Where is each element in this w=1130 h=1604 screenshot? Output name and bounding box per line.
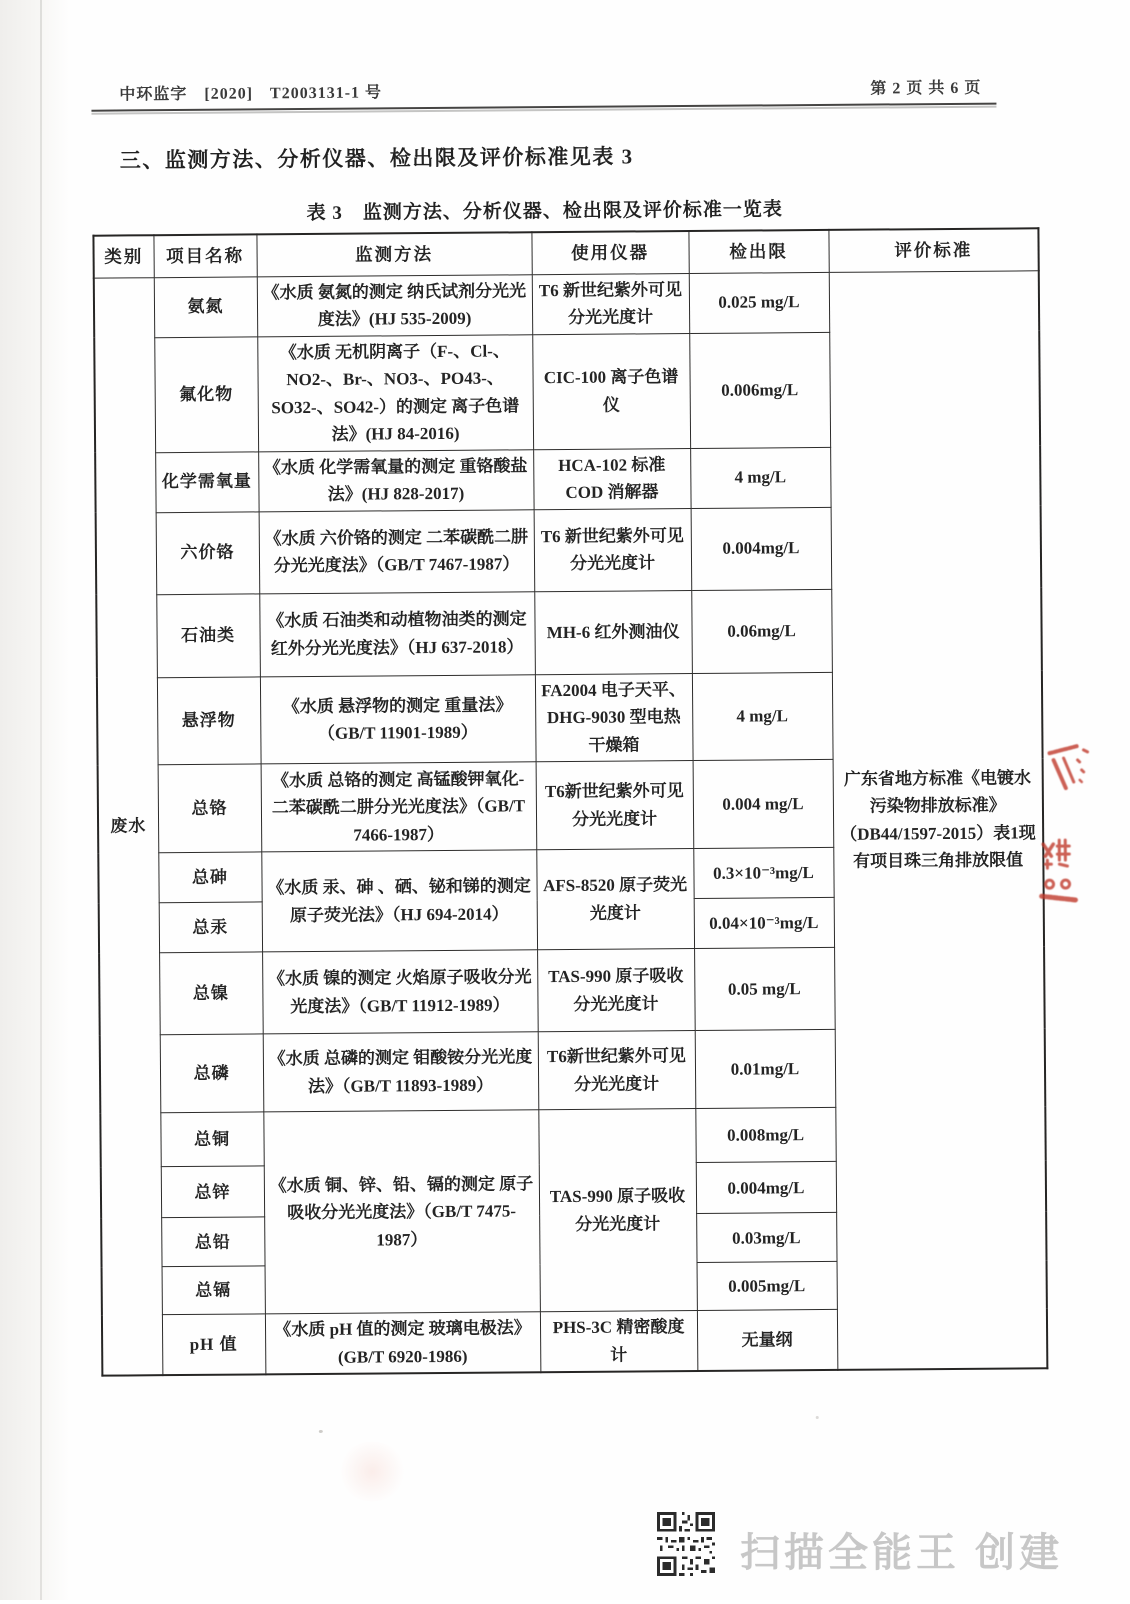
table-row — [94, 270, 1039, 337]
instrument-cell: FA2004 电子天平、DHG-9030 型电热干燥箱 — [535, 673, 693, 762]
item-cell: 石油类 — [156, 594, 260, 678]
section-heading: 三、监测方法、分析仪器、检出限及评价标准见表 3 — [119, 144, 634, 173]
item-cell: 总铜 — [160, 1112, 263, 1167]
page-indicator: 第 2 页 共 6 页 — [870, 79, 982, 98]
limit-cell: 4 mg/L — [690, 447, 830, 508]
category-cell: 废水 — [94, 277, 163, 1376]
item-cell: 总锌 — [161, 1166, 264, 1218]
item-cell: 悬浮物 — [157, 677, 261, 765]
scanner-watermark: 扫描全能王 创建 — [740, 1531, 1064, 1575]
limit-cell: 0.008mg/L — [695, 1108, 835, 1163]
method-cell: 《水质 pH 值的测定 玻璃电极法》(GB/T 6920-1986) — [265, 1312, 540, 1375]
instrument-cell: CIC-100 离子色谱仪 — [532, 333, 690, 449]
limit-cell: 0.03mg/L — [696, 1213, 836, 1263]
item-cell: 总磷 — [160, 1034, 264, 1113]
method-cell: 《水质 总磷的测定 钼酸铵分光光度法》（GB/T 11893-1989） — [263, 1032, 539, 1112]
limit-cell: 0.06mg/L — [691, 589, 832, 673]
method-cell: 《水质 铜、锌、铅、镉的测定 原子吸收分光光度法》（GB/T 7475-1987） — [263, 1110, 540, 1314]
scan-smudge — [337, 1441, 407, 1502]
limit-cell: 0.005mg/L — [697, 1262, 837, 1311]
doc-number: 中环监字 [2020] T2003131-1 号 — [119, 84, 383, 104]
col-header-instrument: 使用仪器 — [531, 231, 688, 274]
item-cell: 总镍 — [159, 952, 263, 1035]
limit-cell: 0.01mg/L — [695, 1030, 836, 1109]
limit-cell: 0.004 mg/L — [693, 760, 834, 849]
header-rule — [91, 103, 996, 112]
item-cell: 总铅 — [161, 1217, 264, 1267]
instrument-cell: T6 新世纪紫外可见分光光度计 — [534, 508, 692, 591]
col-header-method: 监测方法 — [256, 232, 531, 276]
method-cell: 《水质 无机阴离子（F-、Cl-、NO2-、Br-、NO3-、PO43-、SO32-、SO42-）的测定 离子色谱法》(HJ 84-2016) — [257, 334, 533, 451]
col-header-standard: 评价标准 — [828, 228, 1038, 272]
limit-cell: 0.006mg/L — [689, 332, 830, 448]
limit-cell: 0.3×10⁻³mg/L — [693, 848, 833, 899]
method-cell: 《水质 六价铬的测定 二苯碳酰二肼分光光度法》（GB/T 7467-1987） — [259, 509, 535, 593]
instrument-cell: T6 新世纪紫外可见分光光度计 — [532, 273, 689, 334]
document-header — [119, 75, 981, 105]
limit-cell: 0.04×10⁻³mg/L — [694, 898, 834, 949]
monitoring-methods-table — [92, 227, 1048, 1377]
item-cell: 总镉 — [162, 1266, 265, 1315]
item-cell: 六价铬 — [156, 512, 260, 595]
limit-cell: 无量纲 — [697, 1310, 837, 1372]
method-cell: 《水质 石油类和动植物油类的测定 红外分光光度法》（HJ 637-2018） — [259, 591, 535, 676]
method-cell: 《水质 镍的测定 火焰原子吸收分光光度法》（GB/T 11912-1989） — [262, 950, 538, 1034]
scan-speck — [816, 1416, 819, 1419]
table-title: 表 3 监测方法、分析仪器、检出限及评价标准一览表 — [306, 199, 783, 225]
method-cell: 《水质 悬浮物的测定 重量法》（GB/T 11901-1989） — [260, 674, 536, 764]
red-stamp-fragment-icon — [1043, 740, 1109, 803]
method-cell: 《水质 化学需氧量的测定 重铬酸盐法》(HJ 828-2017) — [258, 449, 533, 511]
evaluation-standard-cell: 广东省地方标准《电镀水污染物排放标准》（DB44/1597-2015）表1现有项目珠三角排放限值 — [829, 270, 1048, 1370]
limit-cell: 0.004mg/L — [691, 507, 832, 590]
item-cell: 化学需氧量 — [155, 452, 258, 513]
item-cell: pH 值 — [162, 1314, 265, 1375]
limit-cell: 0.004mg/L — [696, 1162, 836, 1214]
instrument-cell: HCA-102 标准 COD 消解器 — [533, 448, 690, 509]
limit-cell: 0.05 mg/L — [694, 948, 835, 1031]
method-cell: 《水质 氨氮的测定 纳氏试剂分光光度法》(HJ 535-2009) — [257, 274, 532, 336]
instrument-cell: MH-6 红外测油仪 — [534, 590, 692, 674]
limit-cell: 4 mg/L — [692, 672, 833, 761]
instrument-cell: PHS-3C 精密酸度计 — [540, 1311, 697, 1373]
red-stamp-fragment-icon — [1035, 834, 1108, 907]
item-cell: 氟化物 — [154, 336, 258, 452]
instrument-cell: T6新世纪紫外可见分光光度计 — [536, 761, 694, 850]
col-header-category: 类别 — [93, 235, 153, 277]
instrument-cell: T6新世纪紫外可见分光光度计 — [538, 1031, 696, 1110]
method-cell: 《水质 总铬的测定 高锰酸钾氧化-二苯碳酰二肼分光光度法》（GB/T 7466-1987） — [261, 762, 537, 852]
instrument-cell: TAS-990 原子吸收分光光度计 — [538, 1109, 697, 1312]
instrument-cell: AFS-8520 原子荧光光度计 — [536, 849, 694, 950]
scan-speck — [319, 1430, 323, 1433]
col-header-item: 项目名称 — [153, 234, 256, 277]
item-cell: 总砷 — [158, 852, 261, 903]
instrument-cell: TAS-990 原子吸收分光光度计 — [537, 949, 695, 1032]
col-header-limit: 检出限 — [688, 230, 828, 273]
qr-code-icon — [657, 1512, 715, 1576]
item-cell: 总铬 — [158, 764, 262, 853]
item-cell: 氨氮 — [154, 276, 257, 337]
limit-cell: 0.025 mg/L — [689, 272, 829, 333]
item-cell: 总汞 — [159, 902, 262, 953]
table-header-row — [93, 228, 1038, 277]
method-cell: 《水质 汞、砷 、硒、铋和锑的测定 原子荧光法》（HJ 694-2014） — [261, 850, 537, 952]
